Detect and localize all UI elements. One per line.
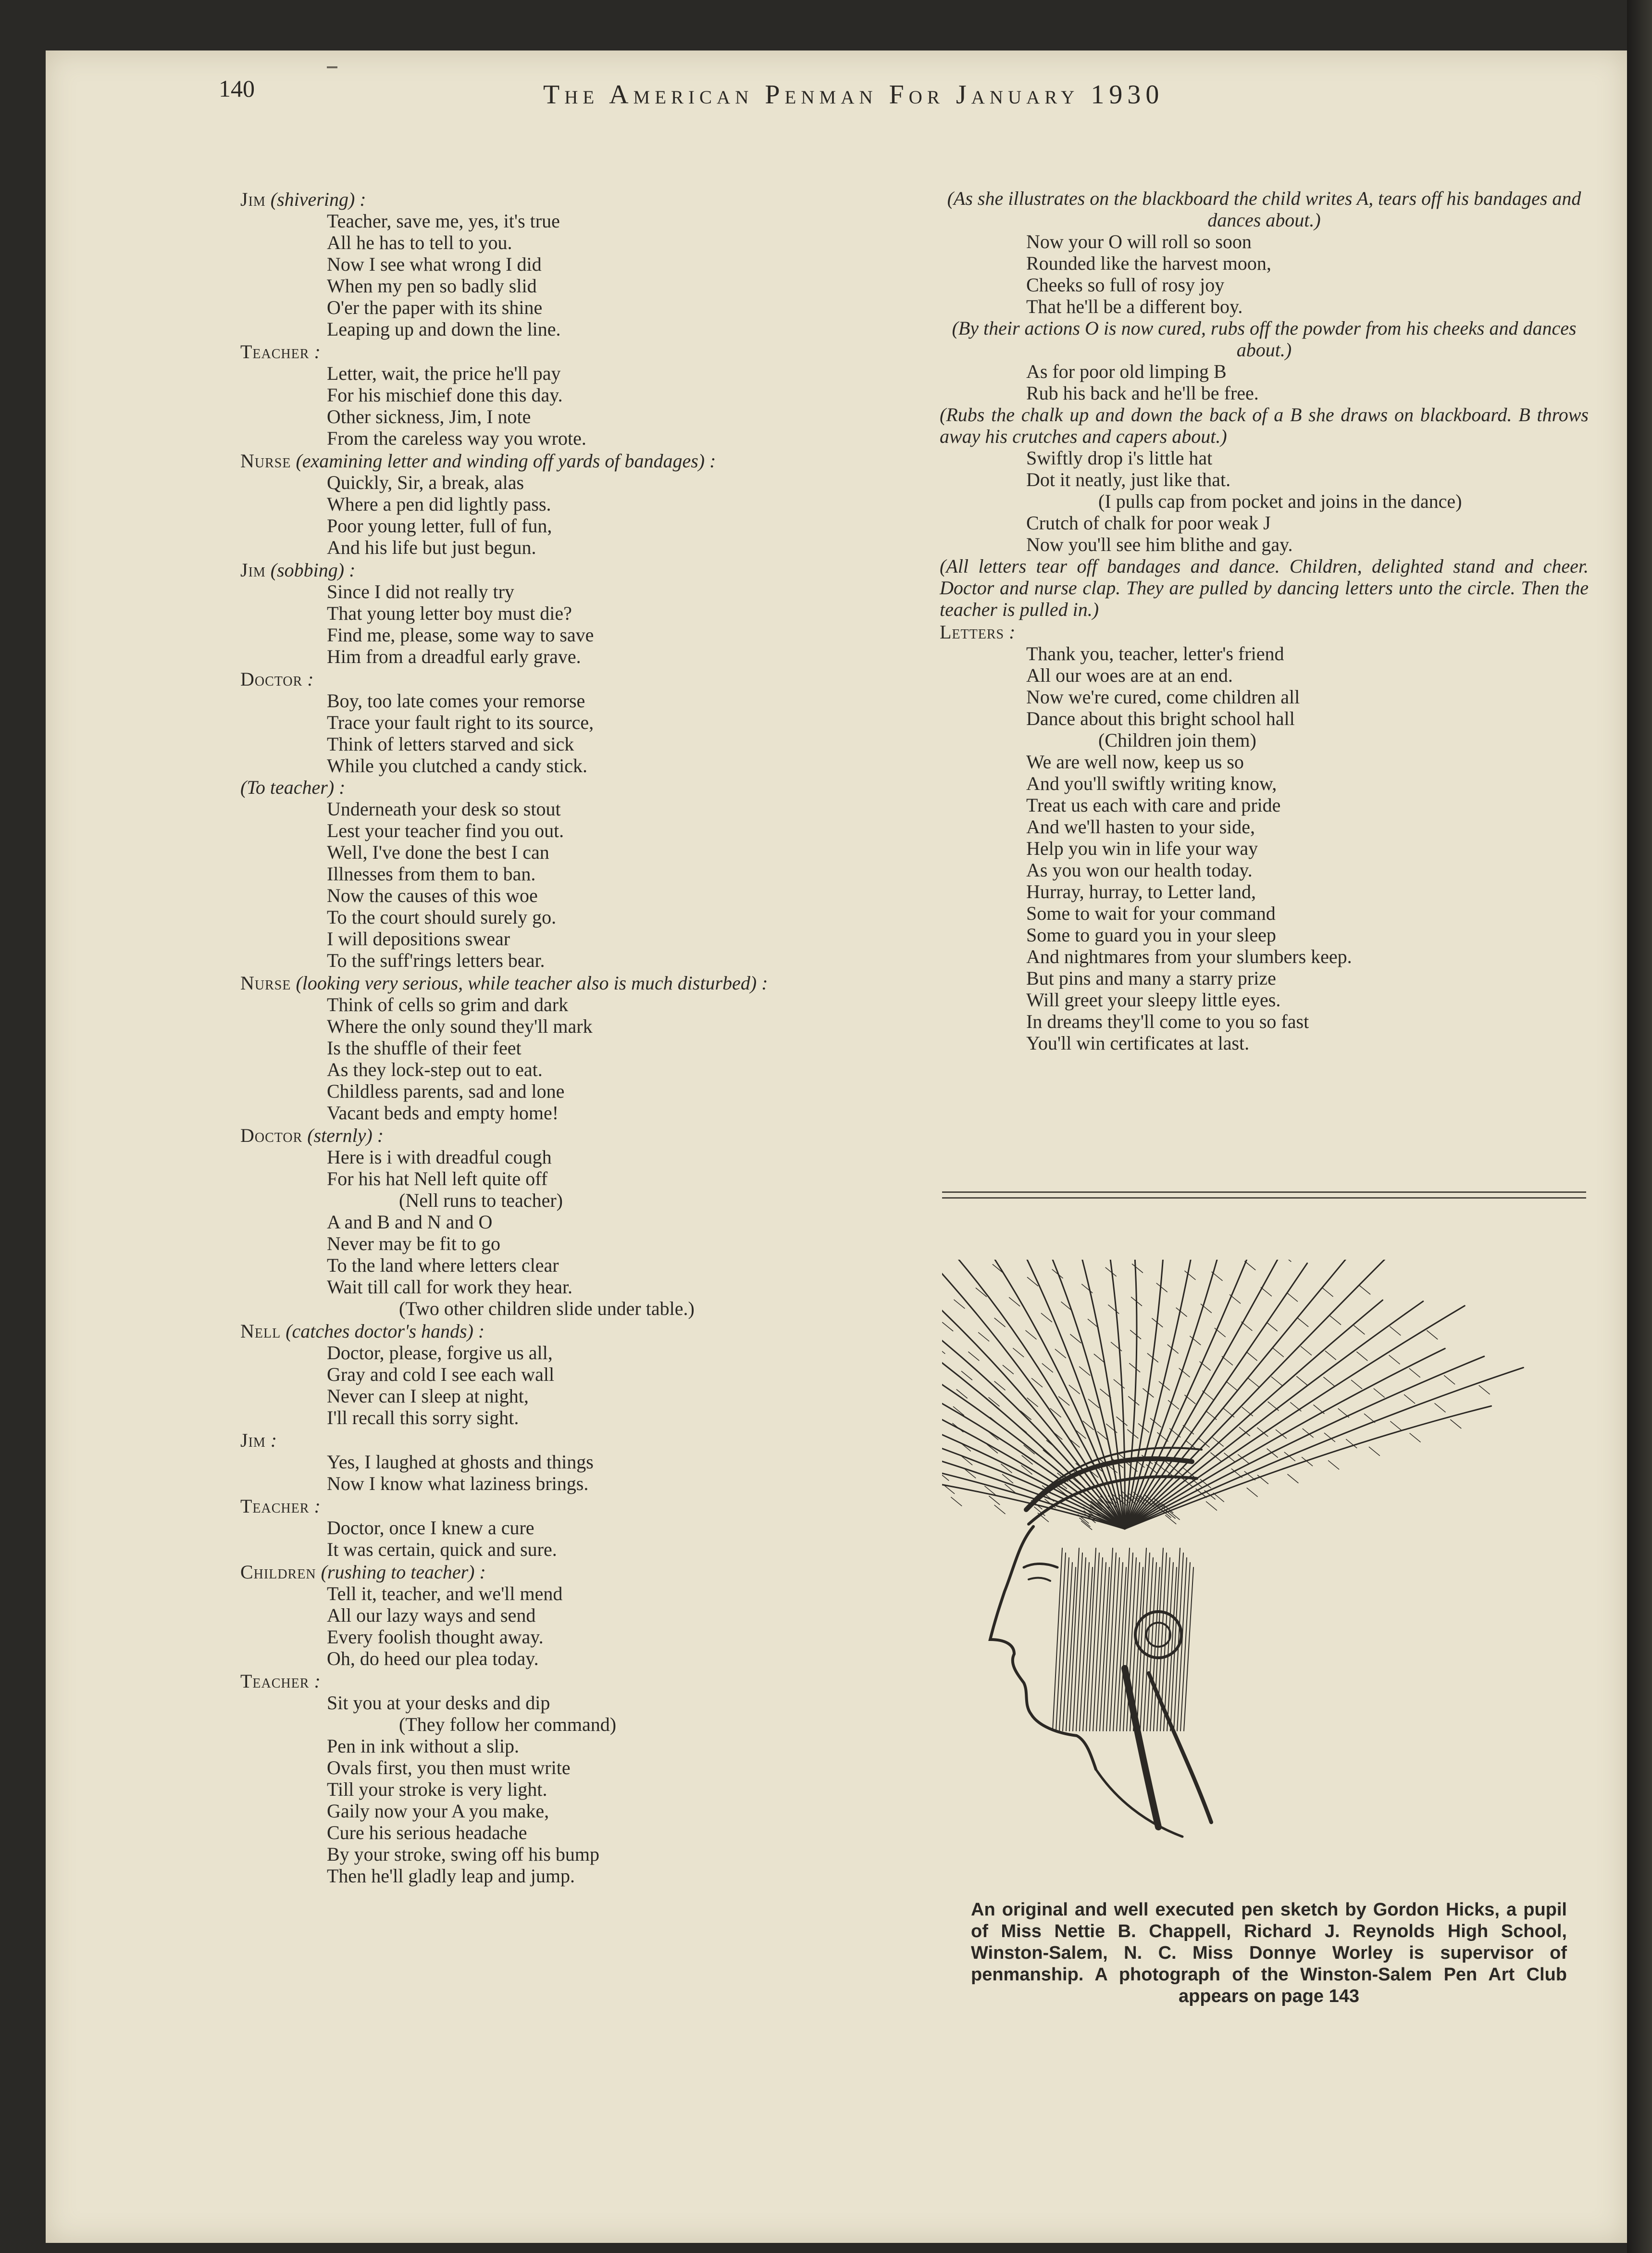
verse-line: Vacant beds and empty home!	[327, 1102, 559, 1124]
verse-line: All our lazy ways and send	[327, 1604, 536, 1626]
verse-stanza	[240, 1735, 913, 1887]
stage-direction: (As she illustrates on the blackboard the child writes A, tears off his bandages and dances about.)	[947, 188, 1581, 231]
verse-line: Now I see what wrong I did	[327, 253, 542, 275]
verse-line: All he has to tell to you.	[327, 232, 512, 253]
speaker-heading	[240, 1495, 913, 1517]
verse-line: Every foolish thought away.	[327, 1626, 544, 1648]
ink-mark	[327, 66, 337, 68]
verse-line: I'll recall this sorry sight.	[327, 1407, 519, 1428]
stage-note: (sobbing) :	[270, 559, 356, 581]
right-column	[940, 188, 1589, 1054]
verse-stanza	[940, 447, 1589, 490]
speaker-name: Nurse	[240, 972, 291, 994]
stage-note: :	[314, 1670, 321, 1692]
verse-line: And nightmares from your slumbers keep.	[1026, 946, 1352, 967]
page-edge	[1627, 0, 1652, 2253]
verse-line: Some to guard you in your sleep	[1026, 924, 1276, 946]
verse-line: And you'll swiftly writing know,	[1026, 773, 1277, 794]
verse-stanza	[240, 1517, 913, 1560]
stage-direction: (Rubs the chalk up and down the back of a B she draws on blackboard. B throws away his crutches and capers about.)	[940, 404, 1589, 447]
speaker-name: Nurse	[240, 450, 291, 472]
speaker-name: Jim	[240, 559, 266, 581]
verse-line: To the court should surely go.	[327, 906, 557, 928]
verse-line: Illnesses from them to ban.	[327, 863, 536, 885]
indian-chief-sketch	[942, 1260, 1581, 1865]
verse-line: Other sickness, Jim, I note	[327, 406, 531, 427]
speaker-heading	[240, 559, 913, 581]
verse-line: O'er the paper with its shine	[327, 297, 543, 318]
verse-line: And his life but just begun.	[327, 537, 536, 558]
verse-line: Tell it, teacher, and we'll mend	[327, 1583, 563, 1604]
speaker-name: Teacher	[240, 1670, 310, 1692]
speaker-name: Teacher	[240, 341, 310, 363]
verse-line: Quickly, Sir, a break, alas	[327, 472, 524, 493]
stage-note: (rushing to teacher) :	[321, 1561, 486, 1583]
verse-line: All our woes are at an end.	[1026, 664, 1233, 686]
verse-stanza	[240, 994, 913, 1124]
speaker-heading	[240, 1670, 913, 1692]
verse-line: Boy, too late comes your remorse	[327, 690, 585, 712]
stage-direction: (Two other children slide under table.)	[399, 1298, 695, 1319]
verse-stanza	[240, 363, 913, 449]
verse-line: Cure his serious headache	[327, 1822, 527, 1843]
verse-line: Swiftly drop i's little hat	[1026, 447, 1213, 469]
verse-line: And we'll hasten to your side,	[1026, 816, 1255, 838]
verse-line: Dot it neatly, just like that.	[1026, 469, 1231, 490]
verse-stanza	[240, 581, 913, 667]
verse-line: As you won our health today.	[1026, 859, 1253, 881]
verse-line: Think of cells so grim and dark	[327, 994, 569, 1015]
stage-direction: (Children join them)	[1098, 729, 1256, 751]
verse-stanza	[940, 512, 1589, 555]
stage-direction: (They follow her command)	[399, 1714, 617, 1735]
verse-line: Letter, wait, the price he'll pay	[327, 363, 561, 384]
verse-line: Help you win in life your way	[1026, 838, 1258, 859]
verse-line: Crutch of chalk for poor weak J	[1026, 512, 1271, 534]
speaker-heading	[940, 621, 1589, 643]
verse-line: Think of letters starved and sick	[327, 733, 574, 755]
stage-note: (catches doctor's hands) :	[286, 1320, 485, 1342]
verse-line: By your stroke, swing off his bump	[327, 1843, 600, 1865]
left-column	[240, 188, 913, 1887]
verse-line: Treat us each with care and pride	[1026, 794, 1281, 816]
verse-line: Well, I've done the best I can	[327, 841, 549, 863]
verse-line: But pins and many a starry prize	[1026, 967, 1276, 989]
speaker-heading	[240, 1125, 913, 1146]
verse-line: From the careless way you wrote.	[327, 427, 586, 449]
verse-line: Underneath your desk so stout	[327, 798, 561, 820]
verse-line: Now I know what laziness brings.	[327, 1473, 589, 1494]
speaker-name: Jim	[240, 188, 266, 210]
verse-line: That he'll be a different boy.	[1026, 296, 1243, 317]
verse-stanza	[940, 643, 1589, 729]
verse-line: Find me, please, some way to save	[327, 624, 594, 646]
verse-line: Doctor, please, forgive us all,	[327, 1342, 553, 1364]
speaker-heading	[240, 341, 913, 363]
sketch-caption: An original and well executed pen sketch by Gordon Hicks, a pupil of Miss Nettie B. Chappell, Richard J. Reynolds High School, Winston-Salem, N. C. Miss Donnye Worley is supervisor of penmanship. A photograph of the Winston-Salem Pen Art Club appears on page 143	[971, 1900, 1567, 2006]
verse-line: We are well now, keep us so	[1026, 751, 1244, 773]
stage-direction: (I pulls cap from pocket and joins in the dance)	[1098, 490, 1462, 512]
speaker-name: Doctor	[240, 668, 303, 690]
speaker-heading	[240, 668, 913, 690]
verse-line: In dreams they'll come to you so fast	[1026, 1011, 1309, 1032]
stage-note: (examining letter and winding off yards of bandages) :	[296, 450, 716, 472]
verse-line: Doctor, once I knew a cure	[327, 1517, 534, 1539]
verse-line: To the suff'rings letters bear.	[327, 950, 545, 971]
verse-line: Where the only sound they'll mark	[327, 1015, 593, 1037]
verse-line: Trace your fault right to its source,	[327, 712, 594, 733]
verse-line: Poor young letter, full of fun,	[327, 515, 552, 537]
verse-stanza	[240, 690, 913, 776]
stage-direction: (All letters tear off bandages and dance. Children, delighted stand and cheer. Doctor and nurse clap. They are pulled by dancing letters unto the circle. Then the teacher is pulled in.)	[940, 555, 1589, 620]
speaker-name: Doctor	[240, 1125, 303, 1146]
stage-direction: (Nell runs to teacher)	[399, 1189, 563, 1211]
verse-line: Then he'll gladly leap and jump.	[327, 1865, 575, 1887]
double-rule	[942, 1191, 1586, 1199]
verse-line: Rub his back and he'll be free.	[1026, 382, 1259, 404]
verse-line: You'll win certificates at last.	[1026, 1032, 1250, 1054]
verse-line: Now the causes of this woe	[327, 885, 538, 906]
verse-line: Yes, I laughed at ghosts and things	[327, 1451, 594, 1473]
verse-line: Oh, do heed our plea today.	[327, 1648, 539, 1669]
verse-line: Dance about this bright school hall	[1026, 708, 1295, 729]
verse-stanza	[240, 472, 913, 558]
verse-stanza	[240, 1451, 913, 1494]
verse-line: As for poor old limping B	[1026, 361, 1227, 382]
verse-line: Never can I sleep at night,	[327, 1385, 529, 1407]
verse-line: As they lock-step out to eat.	[327, 1059, 543, 1080]
speaker-heading	[240, 972, 913, 994]
verse-line: Childless parents, sad and lone	[327, 1080, 565, 1102]
verse-stanza	[240, 1211, 913, 1298]
verse-line: Pen in ink without a slip.	[327, 1735, 519, 1757]
verse-line: Teacher, save me, yes, it's true	[327, 210, 560, 232]
verse-line: For his mischief done this day.	[327, 384, 563, 406]
speaker-heading	[240, 1561, 913, 1583]
speaker-name: Teacher	[240, 1495, 310, 1517]
verse-line: Will greet your sleepy little eyes.	[1026, 989, 1281, 1011]
verse-line: Wait till call for work they hear.	[327, 1276, 573, 1298]
verse-stanza	[240, 1146, 913, 1189]
verse-stanza	[940, 231, 1589, 317]
verse-line: Ovals first, you then must write	[327, 1757, 571, 1778]
verse-line: Is the shuffle of their feet	[327, 1037, 522, 1059]
speaker-name: Jim	[240, 1429, 266, 1451]
verse-line: Leaping up and down the line.	[327, 318, 561, 340]
stage-note: (shivering) :	[270, 188, 366, 210]
speaker-name: Nell	[240, 1320, 281, 1342]
verse-line: Till your stroke is very light.	[327, 1778, 547, 1800]
verse-line: Thank you, teacher, letter's friend	[1026, 643, 1284, 664]
verse-line: I will depositions swear	[327, 928, 510, 950]
verse-line: Cheeks so full of rosy joy	[1026, 274, 1225, 296]
verse-line: A and B and N and O	[327, 1211, 493, 1233]
verse-line: Now you'll see him blithe and gay.	[1026, 534, 1293, 555]
verse-stanza	[240, 798, 913, 971]
verse-line: Him from a dreadful early grave.	[327, 646, 581, 667]
verse-stanza	[240, 210, 913, 340]
verse-line: Now we're cured, come children all	[1026, 686, 1300, 708]
verse-line: Never may be fit to go	[327, 1233, 500, 1254]
stage-note: :	[314, 1495, 321, 1517]
stage-note: (looking very serious, while teacher also is much disturbed) :	[296, 972, 768, 994]
verse-line: Sit you at your desks and dip	[327, 1692, 550, 1714]
verse-line: Gray and cold I see each wall	[327, 1364, 555, 1385]
stage-direction: (By their actions O is now cured, rubs off the powder from his cheeks and dances about.)	[952, 317, 1577, 361]
running-head: The American Penman For January 1930	[543, 80, 1164, 110]
verse-line: While you clutched a candy stick.	[327, 755, 588, 776]
stage-note: :	[270, 1429, 277, 1451]
speaker-heading	[240, 450, 913, 472]
page-number: 140	[219, 75, 255, 102]
verse-stanza	[240, 1583, 913, 1669]
verse-line: Since I did not really try	[327, 581, 514, 602]
verse-line: That young letter boy must die?	[327, 602, 572, 624]
speaker-heading	[240, 1320, 913, 1342]
verse-line: Some to wait for your command	[1026, 902, 1276, 924]
speaker-name: Letters	[940, 621, 1005, 643]
verse-line: Now your O will roll so soon	[1026, 231, 1252, 252]
stage-note: (sternly) :	[307, 1125, 384, 1146]
speaker-heading	[240, 188, 913, 210]
speaker-heading	[240, 1429, 913, 1451]
stage-note: :	[314, 341, 321, 363]
verse-stanza	[940, 361, 1589, 404]
verse-line: For his hat Nell left quite off	[327, 1168, 548, 1189]
stage-note: :	[1009, 621, 1016, 643]
stage-direction: (To teacher) :	[240, 776, 346, 798]
stage-note: :	[307, 668, 314, 690]
verse-stanza	[240, 1342, 913, 1428]
verse-line: Rounded like the harvest moon,	[1026, 252, 1271, 274]
verse-line: Gaily now your A you make,	[327, 1800, 549, 1822]
verse-stanza	[240, 1692, 913, 1714]
verse-line: Lest your teacher find you out.	[327, 820, 564, 841]
verse-line: Hurray, hurray, to Letter land,	[1026, 881, 1256, 902]
verse-stanza	[940, 751, 1589, 1054]
verse-line: Here is i with dreadful cough	[327, 1146, 552, 1168]
verse-line: It was certain, quick and sure.	[327, 1539, 557, 1560]
speaker-name: Children	[240, 1561, 316, 1583]
verse-line: To the land where letters clear	[327, 1254, 559, 1276]
verse-line: Where a pen did lightly pass.	[327, 493, 551, 515]
verse-line: When my pen so badly slid	[327, 275, 537, 297]
